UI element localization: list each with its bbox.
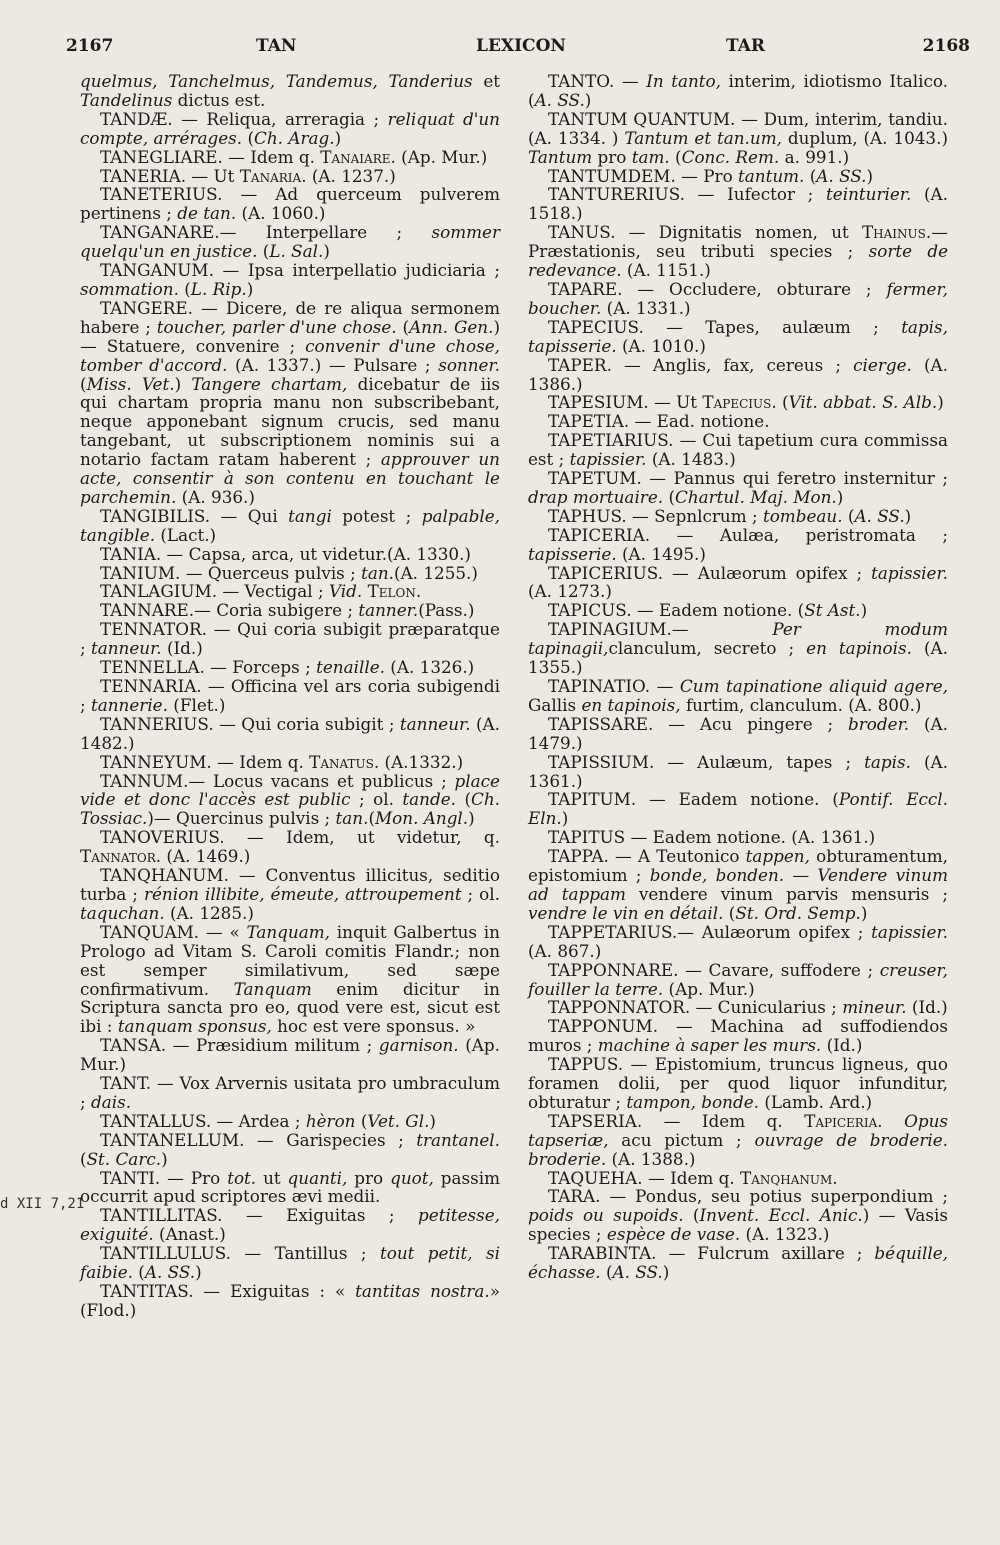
dictionary-entry: TANTO. — In tanto, interim, idiotismo Italico. (A. SS.) — [528, 71, 948, 110]
dictionary-entry: TENNARIA. — Officina vel ars coria subigendi ; tannerie. (Flet.) — [80, 676, 500, 715]
dictionary-entry: TANNERIUS. — Qui coria subigit ; tanneur. (A. 1482.) — [80, 713, 500, 753]
dictionary-entry: TAPECIUS. — Tapes, aulæum ; tapis, tapisserie. (A. 1010.) — [528, 316, 948, 356]
dictionary-entry: TANNARE.— Coria subigere ; tanner.(Pass.) — [100, 600, 475, 621]
dictionary-entry: TANUS. — Dignitatis nomen, ut Thainus.— Præstationis, seu tributi species ; sorte de redevance. (A. 1151.) — [528, 222, 948, 281]
page-number-left: 2167 — [66, 36, 114, 56]
dictionary-entry: TANQUAM. — « Tanquam, inquit Galbertus in Prologo ad Vitam S. Caroli comitis Flandr.; non est semper similativum, sed sæpe confirmativum. Tanquam enim dicitur in Scriptura sancta pro eo, quod vere est, sicut est ibi : tanquam sponsus, hoc est vere sponsus. » — [80, 921, 500, 1037]
dictionary-entry: TANTILLULUS. — Tantillus ; tout petit, si faibie. (A. SS.) — [80, 1243, 500, 1283]
dictionary-entry: TAPPONUM. — Machina ad suffodiendos muros ; machine à saper les murs. (Id.) — [528, 1016, 948, 1056]
dictionary-entry: TAPITUM. — Eadem notione. (Pontif. Eccl. Eln.) — [528, 789, 948, 829]
dictionary-entry: TANGIBILIS. — Qui tangi potest ; palpable, tangible. (Lact.) — [80, 505, 500, 545]
dictionary-entry: TAPPA. — A Teutonico tappen, obturamentum, epistomium ; bonde, bonden. — Vendere vinum ad tappam vendere vinum parvis mensuris ; vendre le vin en détail. (St. Ord. Semp.) — [528, 846, 949, 923]
dictionary-entry: TANNUM.— Locus vacans et publicus ; place vide et donc l'accès est public ; ol. tande. (Ch. Tossiac.)— Quercinus pulvis ; tan.(Mon. Angl.) — [80, 770, 500, 829]
dictionary-entry: TANOVERIUS. — Idem, ut videtur, q. Tannator. (A. 1469.) — [80, 827, 500, 867]
dictionary-entry: TANTANELLUM. — Garispecies ; trantanel. (St. Carc.) — [80, 1129, 500, 1169]
dictionary-entry: TANNEYUM. — Idem q. Tanatus. (A.1332.) — [100, 751, 464, 772]
dictionary-entry: TAPETIA. — Ead. notione. — [548, 411, 770, 432]
dictionary-entry: TAPICERIUS. — Aulæorum opifex ; tapissier. (A. 1273.) — [528, 562, 948, 602]
dictionary-entry: TAPINATIO. — Cum tapinatione aliquid agere, Gallis en tapinois, furtim, clanculum. (A. 800.) — [528, 676, 948, 715]
dictionary-entry: TAPSERIA. — Idem q. Tapiceria. Opus tapseriæ, acu pictum ; ouvrage de broderie. broderie. (A. 1388.) — [528, 1110, 948, 1169]
running-title-left: TAN — [256, 36, 297, 56]
dictionary-entry: TAPER. — Anglis, fax, cereus ; cierge. (A. 1386.) — [528, 354, 948, 394]
dictionary-entry: TAPPETARIUS.— Aulæorum opifex ; tapissier. (A. 867.) — [528, 921, 948, 961]
dictionary-entry: TAPICERIA. — Aulæa, peristromata ; tapisserie. (A. 1495.) — [528, 524, 948, 564]
dictionary-entry: TARA. — Pondus, seu potius superpondium ; poids ou supoids. (Invent. Eccl. Anic.) — Vasis species ; espèce de vase. (A. 1323.) — [528, 1186, 949, 1245]
dictionary-entry: TANGANUM. — Ipsa interpellatio judiciaria ; sommation. (L. Rip.) — [80, 260, 500, 299]
dictionary-entry: TANTILLITAS. — Exiguitas ; petitesse, exiguité. (Anast.) — [80, 1205, 500, 1245]
dictionary-entry: TAPPONNATOR. — Cunicularius ; mineur. (Id.) — [548, 997, 948, 1018]
dictionary-entry: TANLAGIUM. — Vectigal ; Vid. Telon. — [100, 581, 422, 602]
dictionary-entry: TANTUMDEM. — Pro tantum. (A. SS.) — [548, 165, 874, 186]
dictionary-entry: TAPHUS. — Sepnlcrum ; tombeau. (A. SS.) — [548, 505, 912, 526]
dictionary-entry: TAQUEHA. — Idem q. Tanqhanum. — [548, 1167, 838, 1188]
dictionary-entry: TAPARE. — Occludere, obturare ; fermer, boucher. (A. 1331.) — [528, 278, 948, 318]
dictionary-entry: TANTUM QUANTUM. — Dum, interim, tandiu. (A. 1334. ) Tantum et tan.um, duplum, (A. 1043.) Tantum pro tam. (Conc. Rem. a. 991.) — [528, 108, 948, 167]
dictionary-entry: TAPISSIUM. — Aulæum, tapes ; tapis. (A. 1361.) — [528, 751, 949, 791]
dictionary-entry: TAPISSARE. — Acu pingere ; broder. (A. 1479.) — [528, 713, 948, 753]
dictionary-entry: TAPPONNARE. — Cavare, suffodere ; creuser, fouiller la terre. (Ap. Mur.) — [528, 959, 948, 999]
dictionary-entry: TANDÆ. — Reliqua, arreragia ; reliquat d'un compte, arrérages. (Ch. Arag.) — [80, 108, 500, 148]
dictionary-entry: TANTALLUS. — Ardea ; hèron (Vet. Gl.) — [100, 1110, 436, 1131]
dictionary-entry: TANETERIUS. — Ad querceum pulverem pertinens ; de tan. (A. 1060.) — [80, 184, 500, 224]
dictionary-entry: TAPETUM. — Pannus qui feretro insternitur ; drap mortuaire. (Chartul. Maj. Mon.) — [528, 468, 948, 507]
dictionary-entry: quelmus, Tanchelmus, Tandemus, Tanderius et Tandelinus dictus est. — [80, 71, 500, 110]
dictionary-entry: TENNELLA. — Forceps ; tenaille. (A. 1326.) — [100, 657, 475, 678]
running-title-center: LEXICON — [476, 36, 566, 56]
dictionary-entry: TANERIA. — Ut Tanaria. (A. 1237.) — [100, 165, 396, 186]
dictionary-entry: TANSA. — Præsidium militum ; garnison. (Ap. Mur.) — [80, 1035, 500, 1075]
dictionary-entry: TAPINAGIUM.— Per modum tapinagii,clanculum, secreto ; en tapinois. (A. 1355.) — [528, 619, 949, 678]
dictionary-entry: TAPETIARIUS. — Cui tapetium cura commissa est ; tapissier. (A. 1483.) — [528, 430, 948, 470]
dictionary-entry: TANT. — Vox Arvernis usitata pro umbraculum ; dais. — [80, 1073, 500, 1112]
dictionary-entry: TAPESIUM. — Ut Tapecius. (Vit. abbat. S. Alb.) — [548, 392, 944, 413]
dictionary-entry: TARABINTA. — Fulcrum axillare ; béquille, échasse. (A. SS.) — [528, 1243, 948, 1283]
dictionary-entry: TAPPUS. — Epistomium, truncus ligneus, quo foramen dolii, per quod liquor infunditur, obturatur ; tampon, bonde. (Lamb. Ard.) — [528, 1054, 948, 1112]
dictionary-entry: TAPICUS. — Eadem notione. (St Ast.) — [548, 600, 868, 621]
dictionary-entry: TANQHANUM. — Conventus illicitus, seditio turba ; rénion illibite, émeute, attroupement ; ol. taquchan. (A. 1285.) — [80, 865, 500, 923]
dictionary-entry: TANGANARE.— Interpellare ; sommer quelqu'un en justice. (L. Sal.) — [80, 222, 500, 262]
page-number-right: 2168 — [922, 36, 970, 56]
dictionary-entry: TANIUM. — Querceus pulvis ; tan.(A. 1255.) — [100, 562, 478, 583]
handwritten-margin-note: d XII 7,21 — [0, 1196, 85, 1212]
page-header — [66, 36, 970, 68]
dictionary-entry: TANTITAS. — Exiguitas : « tantitas nostra.» (Flod.) — [80, 1281, 500, 1320]
dictionary-entry: TAPITUS — Eadem notione. (A. 1361.) — [548, 827, 876, 848]
running-title-right: TAR — [726, 36, 766, 56]
dictionary-entry: TANIA. — Capsa, arca, ut videtur.(A. 1330.) — [100, 543, 471, 564]
right-column — [528, 72, 948, 1282]
dictionary-entry: TANGERE. — Dicere, de re aliqua sermonem habere ; toucher, parler d'une chose. (Ann. Gen.) — Statuere, convenire ; convenir d'une chose, tomber d'accord. (A. 1337.) — Pulsare ; sonner. (Miss. Vet.) Tangere chartam, dicebatur de iis qui chartam propria manu non subscribebant, neque apponebant signum crucis, sed manu tangebant, ut subscriptionem nominis sui a notario factam ratam haberent ; approuver un acte, consentir à son contenu en touchant le parchemin. (A. 936.) — [80, 297, 500, 507]
dictionary-entry: TANTURERIUS. — Iufector ; teinturier. (A. 1518.) — [528, 184, 948, 224]
dictionary-entry: TANTI. — Pro tot. ut quanti, pro quot, passim occurrit apud scriptores ævi medii. — [80, 1167, 500, 1207]
dictionary-entry: TENNATOR. — Qui coria subigit præparatque ; tanneur. (Id.) — [80, 619, 500, 659]
left-column — [80, 72, 500, 1320]
dictionary-entry: TANEGLIARE. — Idem q. Tanaiare. (Ap. Mur.) — [100, 146, 488, 167]
